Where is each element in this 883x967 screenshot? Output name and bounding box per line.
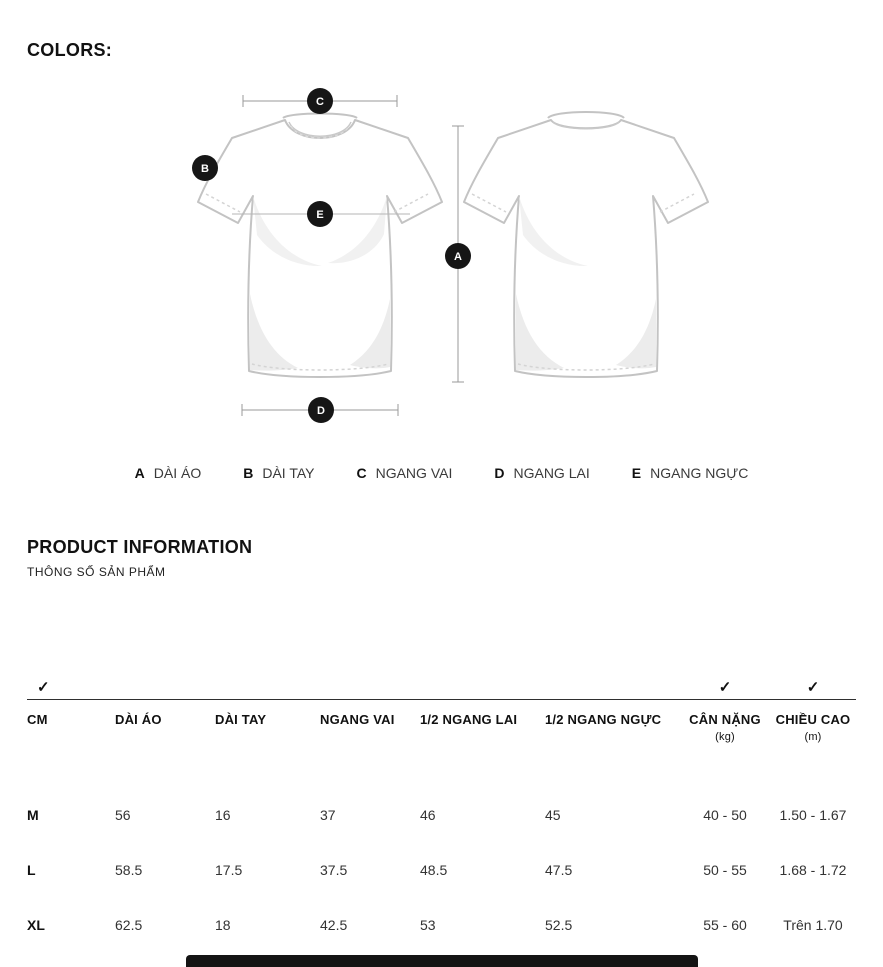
table-header-row [27,700,856,745]
front-collar-band-top [283,114,357,119]
col-header-unit: CM [27,712,48,727]
value-chieu-cao: 1.50 - 1.67 [779,807,847,823]
legend-letter-b: B [243,465,254,481]
back-collar-band-top [548,112,624,118]
front-shirt-outline [198,120,442,377]
value-ngang-nguc: 52.5 [545,917,573,933]
value-ngang-lai: 46 [420,807,436,823]
value-ngang-nguc: 45 [545,807,561,823]
value-chieu-cao: 1.68 - 1.72 [779,862,847,878]
col-header-can-nang-label: CÂN NẶNG [689,712,761,727]
tshirt-measure-diagram-svg [170,84,730,429]
height-check-cell [770,678,856,696]
legend-label-e: NGANG NGỰC [650,465,749,481]
colors-heading: COLORS: [27,40,113,60]
size-label: XL [27,917,45,933]
size-diagram [170,84,730,429]
col-header-chieu-cao-label: CHIỀU CAO [775,712,851,727]
legend-item-e [632,465,749,481]
value-dai-tay: 18 [215,917,231,933]
value-dai-ao: 62.5 [115,917,143,933]
marker-c-letter: C [316,96,324,108]
legend-label-b: DÀI TAY [262,465,315,481]
legend-item-b [243,465,314,481]
value-can-nang: 40 - 50 [703,807,747,823]
value-dai-tay: 16 [215,807,231,823]
value-can-nang: 50 - 55 [703,862,747,878]
check-icon: ✓ [37,679,50,696]
measurement-legend [0,465,883,481]
value-dai-ao: 56 [115,807,131,823]
marker-b [192,155,218,181]
col-header-dai-tay: DÀI TAY [215,712,267,727]
value-chieu-cao: Trên 1.70 [783,917,843,933]
legend-label-a: DÀI ÁO [153,465,202,481]
table-row-m [27,807,856,823]
marker-e [307,201,333,227]
weight-check-cell [680,678,770,696]
marker-b-letter: B [201,163,209,175]
col-header-ngang-vai: NGANG VAI [320,712,395,727]
table-row-l [27,862,856,878]
marker-c [307,88,333,114]
value-ngang-vai: 37.5 [320,862,348,878]
legend-item-d [494,465,589,481]
unit-check-row [27,678,856,696]
back-shirt-outline [464,120,708,377]
legend-letter-e: E [631,465,642,481]
size-label: M [27,807,39,823]
legend-item-c [356,465,452,481]
col-header-ngang-nguc: 1/2 NGANG NGỰC [545,712,662,727]
legend-letter-d: D [494,465,505,481]
col-header-ngang-lai: 1/2 NGANG LAI [420,712,518,727]
legend-letter-c: C [356,465,367,481]
bottom-banner-edge [186,955,698,967]
check-icon: ✓ [718,679,732,696]
cm-check-cell [27,678,115,696]
back-shirt [464,112,708,377]
col-header-can-nang [680,712,770,745]
size-label: L [27,862,36,878]
marker-d-letter: D [317,405,325,417]
marker-d [308,397,334,423]
value-ngang-lai: 53 [420,917,436,933]
size-table [27,678,856,933]
value-ngang-vai: 37 [320,807,336,823]
marker-e-letter: E [316,209,324,221]
table-row-xl [27,917,856,933]
value-dai-ao: 58.5 [115,862,143,878]
col-header-dai-ao: DÀI ÁO [115,712,162,727]
front-shirt [198,114,442,378]
height-unit-label: (m) [804,731,822,743]
marker-a [445,243,471,269]
value-ngang-vai: 42.5 [320,917,348,933]
check-icon: ✓ [806,679,820,696]
product-info-title: PRODUCT INFORMATION [27,537,253,557]
value-can-nang: 55 - 60 [703,917,747,933]
legend-item-a [135,465,202,481]
legend-label-c: NGANG VAI [375,465,453,481]
value-dai-tay: 17.5 [215,862,243,878]
legend-letter-a: A [134,465,145,481]
value-ngang-lai: 48.5 [420,862,448,878]
product-info-subtitle: THÔNG SỐ SẢN PHẨM [27,565,166,579]
legend-label-d: NGANG LAI [513,465,590,481]
value-ngang-nguc: 47.5 [545,862,573,878]
marker-a-letter: A [454,251,462,263]
col-header-chieu-cao [770,712,856,745]
weight-unit-label: (kg) [715,731,735,743]
